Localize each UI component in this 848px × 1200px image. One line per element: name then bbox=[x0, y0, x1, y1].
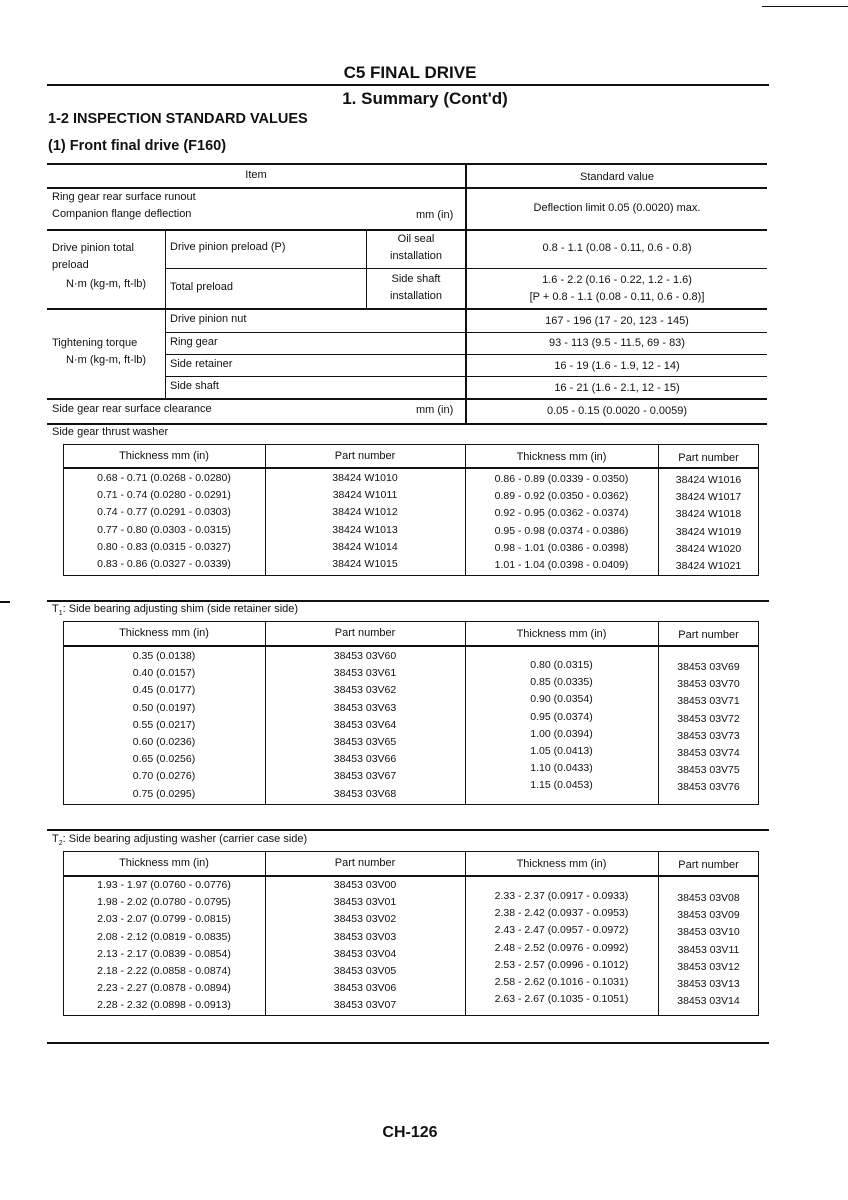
list-item: 38453 03V01 bbox=[333, 896, 397, 909]
unit-label: mm (in) bbox=[416, 209, 454, 221]
list-item: 38424 W1012 bbox=[332, 506, 398, 519]
list-item: 2.23 - 2.27 (0.0878 - 0.0894) bbox=[97, 982, 231, 995]
part-number-list bbox=[265, 648, 465, 803]
list-item: 2.33 - 2.37 (0.0917 - 0.0933) bbox=[494, 890, 629, 902]
list-item: 38453 03V14 bbox=[677, 995, 740, 1008]
torque-item: Side shaft bbox=[170, 380, 219, 392]
oil-seal-value: 0.8 - 1.1 (0.08 - 0.11, 0.6 - 0.8) bbox=[542, 242, 692, 254]
list-item: 38424 W1015 bbox=[332, 558, 398, 571]
list-item: 38424 W1017 bbox=[675, 491, 742, 504]
col-header-thickness: Thickness mm (in) bbox=[516, 858, 607, 870]
list-item: 38424 W1016 bbox=[675, 474, 742, 486]
list-item: 0.90 (0.0354) bbox=[530, 693, 593, 706]
preload-label: Drive pinion total bbox=[52, 242, 134, 254]
oil-seal-label: Oil seal bbox=[397, 233, 435, 245]
col-header-thickness: Thickness mm (in) bbox=[516, 451, 607, 463]
clearance-label: Side gear rear surface clearance bbox=[52, 403, 212, 415]
list-item: 38453 03V67 bbox=[333, 770, 397, 783]
torque-item: Side retainer bbox=[170, 358, 233, 370]
list-item: 0.68 - 0.71 (0.0268 - 0.0280) bbox=[97, 472, 231, 484]
list-item: 0.70 (0.0276) bbox=[132, 770, 196, 783]
side-shaft-value: 1.6 - 2.2 (0.16 - 0.22, 1.2 - 1.6) bbox=[542, 274, 692, 286]
list-item: 0.74 - 0.77 (0.0291 - 0.0303) bbox=[97, 506, 231, 519]
part-number-list bbox=[658, 472, 759, 575]
side-shaft-label: installation bbox=[390, 290, 442, 302]
col-header-item: Item bbox=[245, 169, 267, 181]
unit-label: N·m (kg-m, ft-lb) bbox=[66, 354, 147, 366]
list-item: 1.98 - 2.02 (0.0780 - 0.0795) bbox=[97, 896, 231, 909]
list-item: 2.58 - 2.62 (0.1016 - 0.1031) bbox=[494, 976, 629, 989]
col-header-part-number: Part number bbox=[334, 450, 396, 462]
list-item: 2.13 - 2.17 (0.0839 - 0.0854) bbox=[97, 947, 231, 960]
list-item: 0.60 (0.0236) bbox=[132, 736, 196, 749]
list-item: 0.55 (0.0217) bbox=[132, 718, 196, 731]
col-header-thickness: Thickness mm (in) bbox=[119, 857, 209, 869]
list-item: 0.50 (0.0197) bbox=[132, 701, 196, 714]
list-item: 38453 03V00 bbox=[333, 879, 397, 891]
list-item: 38453 03V10 bbox=[677, 926, 740, 939]
torque-label: Tightening torque bbox=[52, 337, 138, 349]
list-item: 38424 W1014 bbox=[332, 540, 398, 553]
shim-title: $T_1$: Side bearing adjusting shim (side retainer side) bbox=[52, 603, 299, 618]
torque-value: 16 - 21 (1.6 - 2.1, 12 - 15) bbox=[554, 382, 680, 394]
list-item: 38424 W1018 bbox=[675, 508, 742, 521]
list-item: 2.28 - 2.32 (0.0898 - 0.0913) bbox=[97, 999, 231, 1012]
list-item: 38453 03V09 bbox=[677, 909, 740, 922]
list-item: 1.01 - 1.04 (0.0398 - 0.0409) bbox=[494, 559, 629, 572]
list-item: 0.92 - 0.95 (0.0362 - 0.0374) bbox=[494, 507, 629, 520]
total-preload-label: Total preload bbox=[170, 281, 233, 293]
col-header-part-number: Part number bbox=[678, 629, 739, 641]
washer-title: $T_2$: Side bearing adjusting washer (carrier case side) bbox=[52, 833, 308, 848]
list-item: 0.98 - 1.01 (0.0386 - 0.0398) bbox=[494, 541, 629, 554]
list-item: 0.40 (0.0157) bbox=[132, 667, 196, 680]
torque-item: Ring gear bbox=[170, 336, 218, 348]
thickness-list bbox=[63, 648, 265, 803]
list-item: 38424 W1020 bbox=[675, 542, 742, 555]
list-item: 38453 03V72 bbox=[677, 712, 740, 725]
list-item: 2.63 - 2.67 (0.1035 - 0.1051) bbox=[494, 993, 629, 1006]
list-item: 38453 03V07 bbox=[333, 999, 397, 1012]
preload-label: preload bbox=[52, 259, 89, 271]
list-item: 38453 03V08 bbox=[677, 892, 740, 904]
list-item: 38453 03V69 bbox=[677, 661, 740, 673]
thickness-list bbox=[465, 657, 658, 795]
list-item: 38453 03V70 bbox=[677, 678, 740, 691]
subheading: (1) Front final drive (F160) bbox=[48, 138, 227, 154]
list-item: 0.45 (0.0177) bbox=[132, 684, 196, 697]
runout-value: Deflection limit 0.05 (0.0020) max. bbox=[533, 202, 701, 214]
list-item: 38424 W1010 bbox=[332, 472, 398, 484]
torque-value: 16 - 19 (1.6 - 1.9, 12 - 14) bbox=[554, 360, 680, 372]
list-item: 38453 03V13 bbox=[677, 978, 740, 991]
list-item: 38453 03V65 bbox=[333, 736, 397, 749]
list-item: 1.15 (0.0453) bbox=[530, 779, 593, 792]
torque-item: Drive pinion nut bbox=[170, 313, 247, 325]
list-item: 38453 03V12 bbox=[677, 960, 740, 973]
col-header-thickness: Thickness mm (in) bbox=[516, 628, 607, 640]
col-header-part-number: Part number bbox=[678, 452, 739, 464]
list-item: 38453 03V73 bbox=[677, 729, 740, 742]
scan-mark bbox=[0, 601, 10, 603]
list-item: 0.35 (0.0138) bbox=[132, 650, 196, 662]
header-rule bbox=[47, 84, 769, 86]
unit-label: N·m (kg-m, ft-lb) bbox=[66, 278, 147, 290]
list-item: 0.77 - 0.80 (0.0303 - 0.0315) bbox=[97, 523, 231, 536]
drive-pinion-preload-label: Drive pinion preload (P) bbox=[170, 241, 286, 253]
list-item: 38453 03V06 bbox=[333, 982, 397, 995]
list-item: 38453 03V74 bbox=[677, 747, 740, 760]
list-item: 0.83 - 0.86 (0.0327 - 0.0339) bbox=[97, 558, 231, 571]
torque-value: 93 - 113 (9.5 - 11.5, 69 - 83) bbox=[549, 337, 685, 349]
list-item: 0.95 (0.0374) bbox=[530, 710, 593, 723]
list-item: 38453 03V76 bbox=[677, 781, 740, 794]
page-number: CH-126 bbox=[382, 1124, 438, 1141]
list-item: 2.48 - 2.52 (0.0976 - 0.0992) bbox=[494, 941, 629, 954]
thrust-washer-title: Side gear thrust washer bbox=[52, 426, 169, 438]
list-item: 38453 03V60 bbox=[333, 650, 397, 662]
part-number-list bbox=[658, 659, 759, 797]
list-item: 0.85 (0.0335) bbox=[530, 676, 593, 689]
list-item: 38453 03V63 bbox=[333, 701, 397, 714]
list-item: 38453 03V62 bbox=[333, 684, 397, 697]
list-item: 38453 03V03 bbox=[333, 930, 397, 943]
part-number-list bbox=[265, 877, 465, 1015]
list-item: 0.80 (0.0315) bbox=[530, 659, 593, 671]
list-item: 1.10 (0.0433) bbox=[530, 762, 593, 775]
list-item: 0.80 - 0.83 (0.0315 - 0.0327) bbox=[97, 540, 231, 553]
thickness-list bbox=[63, 470, 265, 573]
list-item: 0.75 (0.0295) bbox=[132, 787, 196, 800]
list-item: 38424 W1013 bbox=[332, 523, 398, 536]
list-item: 0.86 - 0.89 (0.0339 - 0.0350) bbox=[494, 473, 629, 485]
list-item: 38453 03V68 bbox=[333, 787, 397, 800]
unit-label: mm (in) bbox=[416, 404, 454, 416]
list-item: 38453 03V61 bbox=[333, 667, 397, 680]
col-header-standard-value: Standard value bbox=[580, 171, 654, 183]
col-header-part-number: Part number bbox=[334, 857, 396, 869]
col-header-part-number: Part number bbox=[334, 627, 396, 639]
side-shaft-value: [P + 0.8 - 1.1 (0.08 - 0.11, 0.6 - 0.8)] bbox=[529, 291, 705, 303]
list-item: 1.93 - 1.97 (0.0760 - 0.0776) bbox=[97, 879, 231, 891]
list-item: 0.65 (0.0256) bbox=[132, 753, 196, 766]
col-header-part-number: Part number bbox=[678, 859, 739, 871]
list-item: 38424 W1011 bbox=[332, 489, 398, 502]
list-item: 2.53 - 2.57 (0.0996 - 0.1012) bbox=[494, 958, 629, 971]
list-item: 38453 03V05 bbox=[333, 965, 397, 978]
oil-seal-label: installation bbox=[390, 250, 442, 262]
list-item: 2.38 - 2.42 (0.0937 - 0.0953) bbox=[494, 907, 629, 920]
deflection-label: Companion flange deflection bbox=[52, 208, 192, 220]
footer-rule bbox=[47, 1042, 769, 1044]
list-item: 2.03 - 2.07 (0.0799 - 0.0815) bbox=[97, 913, 231, 926]
part-number-list bbox=[658, 890, 759, 1010]
list-item: 0.71 - 0.74 (0.0280 - 0.0291) bbox=[97, 489, 231, 502]
chapter-title: C5 FINAL DRIVE bbox=[343, 63, 477, 82]
list-item: 38424 W1019 bbox=[675, 525, 742, 538]
runout-label: Ring gear rear surface runout bbox=[52, 191, 196, 203]
list-item: 38453 03V04 bbox=[333, 947, 397, 960]
list-item: 2.18 - 2.22 (0.0858 - 0.0874) bbox=[97, 965, 231, 978]
list-item: 38453 03V64 bbox=[333, 718, 397, 731]
scan-mark bbox=[762, 6, 848, 7]
list-item: 38453 03V66 bbox=[333, 753, 397, 766]
col-header-thickness: Thickness mm (in) bbox=[119, 627, 209, 639]
thickness-list bbox=[465, 471, 658, 574]
thickness-list bbox=[63, 877, 265, 1015]
list-item: 38453 03V71 bbox=[677, 695, 740, 708]
clearance-value: 0.05 - 0.15 (0.0020 - 0.0059) bbox=[546, 405, 688, 417]
list-item: 38453 03V02 bbox=[333, 913, 397, 926]
list-item: 0.95 - 0.98 (0.0374 - 0.0386) bbox=[494, 524, 629, 537]
torque-value: 167 - 196 (17 - 20, 123 - 145) bbox=[545, 315, 689, 327]
list-item: 38453 03V75 bbox=[677, 764, 740, 777]
list-item: 1.05 (0.0413) bbox=[530, 745, 593, 758]
list-item: 2.08 - 2.12 (0.0819 - 0.0835) bbox=[97, 930, 231, 943]
list-item: 38453 03V11 bbox=[677, 943, 740, 956]
section-rule bbox=[47, 600, 769, 602]
col-header-thickness: Thickness mm (in) bbox=[119, 450, 209, 462]
list-item: 38424 W1021 bbox=[675, 560, 742, 573]
list-item: 1.00 (0.0394) bbox=[530, 727, 593, 740]
thickness-list bbox=[465, 888, 658, 1008]
side-shaft-label: Side shaft bbox=[391, 273, 441, 285]
part-number-list bbox=[265, 470, 465, 573]
subsection-title: 1-2 INSPECTION STANDARD VALUES bbox=[48, 111, 308, 127]
section-title: 1. Summary (Cont'd) bbox=[342, 89, 508, 108]
list-item: 0.89 - 0.92 (0.0350 - 0.0362) bbox=[494, 490, 629, 503]
list-item: 2.43 - 2.47 (0.0957 - 0.0972) bbox=[494, 924, 629, 937]
section-rule bbox=[47, 829, 769, 831]
